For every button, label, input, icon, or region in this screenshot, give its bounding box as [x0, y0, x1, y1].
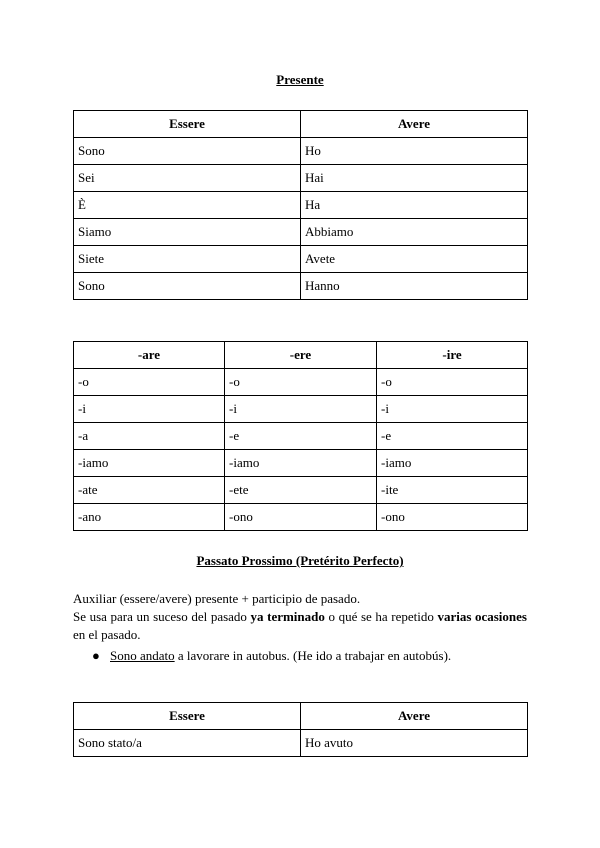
table-row	[74, 246, 528, 273]
column-header: -ire	[377, 342, 528, 369]
passato-title: Passato Prossimo (Pretérito Perfecto)	[196, 553, 404, 568]
column-header: -are	[74, 342, 225, 369]
usage-text: en el pasado.	[73, 627, 141, 642]
table-row	[74, 192, 528, 219]
table-cell: -e	[225, 423, 377, 450]
example-underlined: Sono andato	[110, 648, 175, 663]
table-cell: -a	[74, 423, 225, 450]
endings-table	[73, 341, 528, 531]
auxiliary-table	[73, 702, 528, 757]
table-row	[74, 730, 528, 757]
usage-text: o qué se ha repetido	[324, 609, 438, 624]
bullet-icon: ●	[92, 648, 100, 663]
table-cell: -o	[74, 369, 225, 396]
column-header: Avere	[301, 111, 528, 138]
table-row	[74, 219, 528, 246]
table-row	[74, 396, 528, 423]
presente-title: Presente	[276, 72, 324, 87]
column-header: -ere	[225, 342, 377, 369]
table-cell: Siamo	[74, 219, 301, 246]
table-cell: -i	[74, 396, 225, 423]
table-cell: Sono	[74, 138, 301, 165]
table-cell: Siete	[74, 246, 301, 273]
table-cell: -ono	[225, 504, 377, 531]
table-cell: Ho avuto	[301, 730, 528, 757]
table-cell: -ete	[225, 477, 377, 504]
table-cell: È	[74, 192, 301, 219]
table-row	[74, 423, 528, 450]
table-cell: -ono	[377, 504, 528, 531]
table-cell: -i	[377, 396, 528, 423]
table-cell: -e	[377, 423, 528, 450]
usage-bold: varias ocasiones	[437, 609, 527, 624]
example-text: a lavorare in autobus. (He ido a trabajar en autobús).	[174, 648, 452, 663]
table-cell: Hai	[301, 165, 528, 192]
presente-table	[73, 110, 528, 300]
table-row	[74, 369, 528, 396]
table-cell: -ite	[377, 477, 528, 504]
column-header: Essere	[74, 111, 301, 138]
table-row	[74, 450, 528, 477]
column-header: Essere	[74, 703, 301, 730]
table-row	[74, 504, 528, 531]
usage-bold: ya terminado	[250, 609, 325, 624]
table-header-row	[74, 703, 528, 730]
usage-text: Se usa para un suceso del pasado	[73, 609, 251, 624]
column-header: Avere	[301, 703, 528, 730]
usage-paragraph	[73, 608, 527, 644]
table-cell: Ha	[301, 192, 528, 219]
table-row	[74, 273, 528, 300]
table-cell: -o	[225, 369, 377, 396]
table-cell: -i	[225, 396, 377, 423]
table-cell: Avete	[301, 246, 528, 273]
example-bullet	[92, 647, 532, 665]
table-cell: -o	[377, 369, 528, 396]
table-row	[74, 165, 528, 192]
table-row	[74, 477, 528, 504]
table-row	[74, 138, 528, 165]
rule-paragraph: Auxiliar (essere/avere) presente + participio de pasado.	[73, 591, 361, 606]
table-cell: Hanno	[301, 273, 528, 300]
table-cell: Sono stato/a	[74, 730, 301, 757]
table-cell: -ate	[74, 477, 225, 504]
table-cell: Ho	[301, 138, 528, 165]
table-cell: Sei	[74, 165, 301, 192]
table-header-row	[74, 111, 528, 138]
table-cell: Abbiamo	[301, 219, 528, 246]
table-cell: -ano	[74, 504, 225, 531]
table-cell: Sono	[74, 273, 301, 300]
table-header-row	[74, 342, 528, 369]
table-cell: -iamo	[377, 450, 528, 477]
table-cell: -iamo	[225, 450, 377, 477]
table-cell: -iamo	[74, 450, 225, 477]
